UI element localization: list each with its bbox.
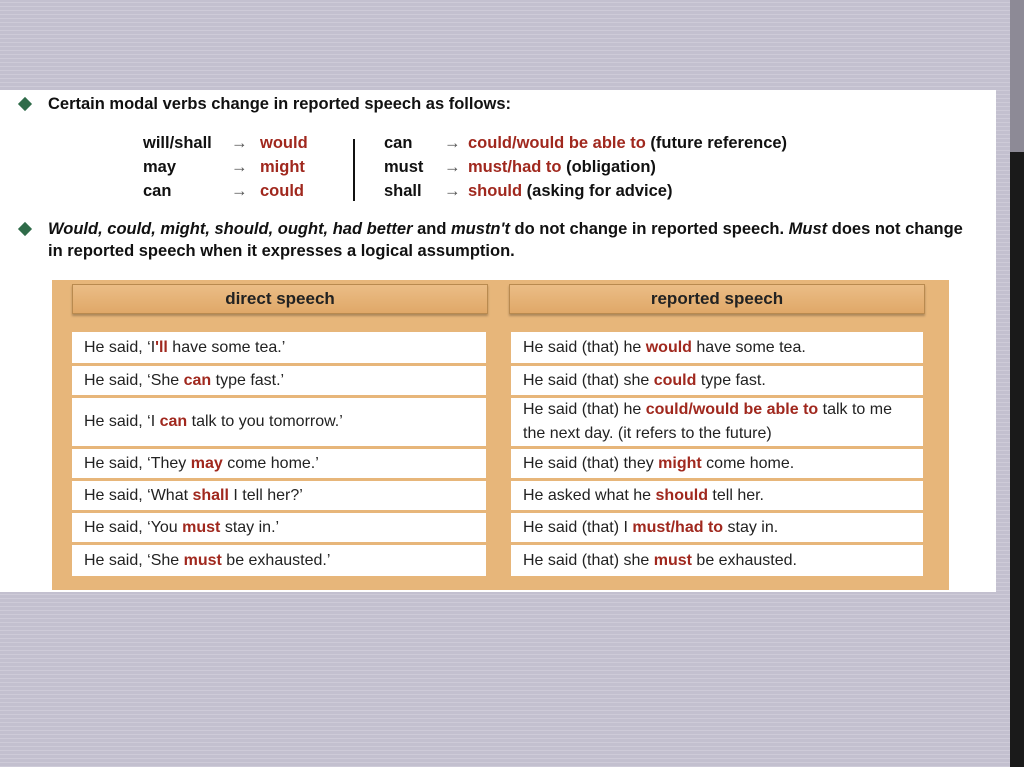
arrow-icon: → (444, 158, 461, 176)
text-fragment: talk to me the next day. (it refers to the future) (523, 401, 892, 442)
text-fragment: He said, ‘They (84, 454, 191, 472)
speech-table (52, 280, 949, 590)
bullet-modal-changes (20, 93, 980, 115)
modal-from: shall (384, 182, 422, 200)
text-fragment: stay in.’ (220, 518, 280, 536)
arrow-icon: → (231, 134, 248, 152)
direct-cell (72, 366, 486, 395)
modal-to-group (468, 158, 656, 177)
modal-change-list (0, 134, 996, 204)
text-fragment: have some tea.’ (167, 338, 286, 356)
modal-row (0, 158, 996, 182)
text-fragment: stay in. (723, 518, 779, 536)
text-fragment: He said (that) they (523, 454, 659, 472)
direct-cell (72, 332, 486, 363)
text-fragment: type fast. (696, 371, 766, 389)
slide-content (0, 90, 996, 592)
modal-row (0, 134, 996, 158)
text-fragment: He said (that) she (523, 371, 654, 389)
modal-to: could/would be able to (468, 134, 646, 152)
text-fragment: may (190, 454, 223, 472)
text-fragment: be exhausted.’ (221, 551, 331, 569)
text-fragment: talk to you tomorrow.’ (187, 413, 343, 430)
bullet-text: Certain modal verbs change in reported speech as follows: (48, 95, 512, 113)
text-fragment: He said (that) he (523, 338, 646, 356)
modal-to: might (260, 158, 305, 176)
text-fragment: He said, ‘I (84, 413, 160, 430)
text-span: does not change in reported speech when it expresses a logical assumption. (48, 220, 963, 260)
text-fragment: He said, ‘What (84, 486, 193, 504)
vertical-divider (353, 139, 355, 201)
text-fragment: must (653, 551, 692, 569)
reported-cell (511, 332, 923, 363)
text-fragment: He said (that) she (523, 551, 654, 569)
modal-to-group (468, 134, 787, 153)
text-fragment: can (159, 413, 188, 430)
reported-cell (511, 398, 923, 446)
reported-cell (511, 513, 923, 542)
modal-note: (obligation) (561, 158, 656, 176)
reported-cell (511, 366, 923, 395)
modal-from: will/shall (143, 134, 212, 152)
text-fragment: come home. (701, 454, 795, 472)
modal-note: (future reference) (645, 134, 788, 152)
text-fragment: I tell her?’ (228, 486, 303, 504)
text-fragment: should (655, 486, 708, 504)
text-fragment: come home.’ (222, 454, 319, 472)
right-edge-grey (1010, 0, 1024, 152)
text-fragment: He said, ‘I (84, 338, 156, 356)
text-fragment: must/had to (632, 518, 724, 536)
text-fragment: must (183, 551, 222, 569)
header-direct-speech: direct speech (72, 284, 488, 314)
direct-cell (72, 513, 486, 542)
modal-from: may (143, 158, 177, 176)
italic-phrase: mustn't (451, 220, 510, 238)
text-fragment: He said (that) he (523, 401, 646, 418)
arrow-icon: → (444, 134, 461, 152)
text-fragment: He asked what he (523, 486, 656, 504)
modal-to: must/had to (468, 158, 562, 176)
text-fragment: would (645, 338, 692, 356)
text-fragment: could (653, 371, 697, 389)
text-fragment: He said (that) I (523, 518, 633, 536)
right-edge-bar (1010, 0, 1024, 767)
text-fragment: be exhausted. (691, 551, 797, 569)
text-fragment: shall (192, 486, 229, 504)
italic-phrase: Must (788, 220, 828, 238)
text-fragment: tell her. (707, 486, 764, 504)
bullet-unchanged-modals (20, 218, 980, 262)
text-fragment: type fast.’ (211, 371, 285, 389)
diamond-bullet-icon (18, 222, 32, 236)
arrow-icon: → (231, 182, 248, 200)
reported-cell (511, 449, 923, 478)
reported-cell (511, 481, 923, 510)
text-fragment: He said, ‘She (84, 371, 184, 389)
direct-cell (72, 545, 486, 576)
text-span: and (412, 220, 452, 238)
direct-cell (72, 449, 486, 478)
direct-cell (72, 398, 486, 446)
header-reported-speech: reported speech (509, 284, 925, 314)
italic-phrase: Would, could, might, should, ought, had better (48, 220, 413, 238)
text-fragment: He said, ‘You (84, 518, 183, 536)
modal-row (0, 182, 996, 206)
modal-note: (asking for advice) (522, 182, 673, 200)
modal-from: can (384, 134, 413, 152)
reported-cell (511, 545, 923, 576)
bullet-text (48, 218, 980, 262)
modal-from: can (143, 182, 172, 200)
arrow-icon: → (444, 182, 461, 200)
text-fragment: have some tea. (691, 338, 806, 356)
modal-to: would (260, 134, 308, 152)
text-fragment: could/would be able to (645, 401, 819, 418)
diamond-bullet-icon (18, 97, 32, 111)
modal-to-group (468, 182, 672, 201)
modal-to: could (260, 182, 304, 200)
modal-to: should (468, 182, 523, 200)
text-span: do not change in reported speech. (509, 220, 789, 238)
modal-from: must (384, 158, 424, 176)
text-fragment: He said, ‘She (84, 551, 184, 569)
arrow-icon: → (231, 158, 248, 176)
text-fragment: might (658, 454, 702, 472)
text-fragment: must (182, 518, 221, 536)
direct-cell (72, 481, 486, 510)
text-fragment: can (183, 371, 212, 389)
text-fragment: 'll (155, 338, 168, 356)
